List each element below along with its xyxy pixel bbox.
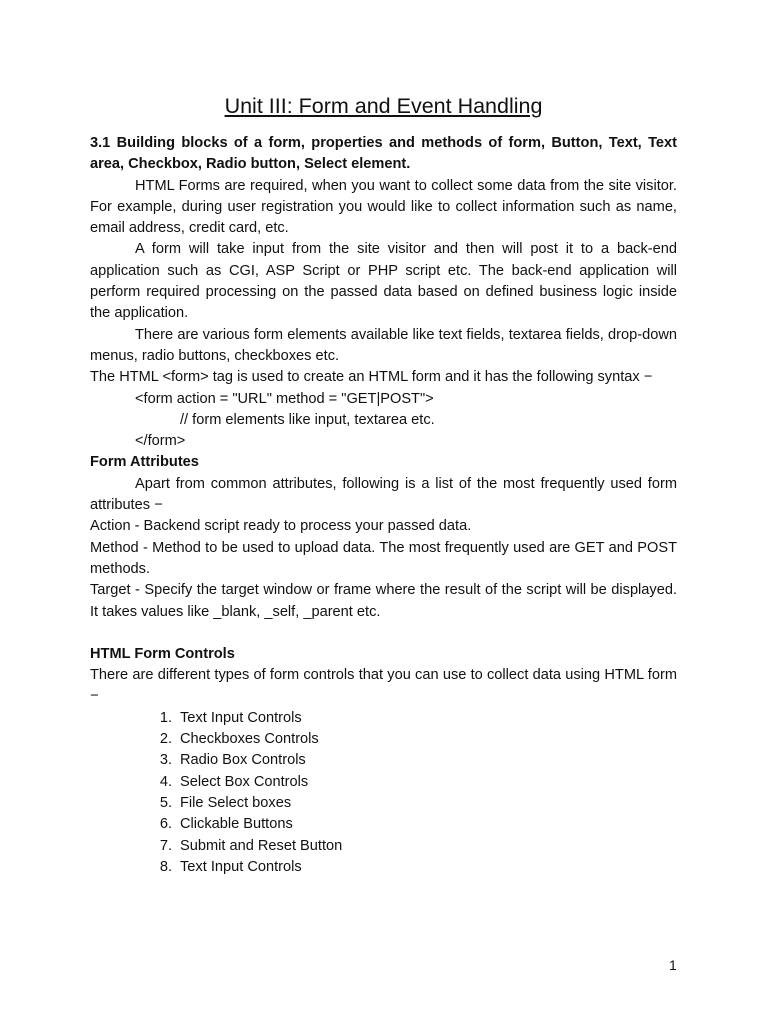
- paragraph-form-input: A form will take input from the site visitor and then will post it to a back-end application such as CGI, ASP Script or PHP script etc. The back-end application will perform required processing on the passed data based on defined business logic inside the application.: [90, 241, 677, 322]
- list-label: Checkboxes Controls: [180, 731, 319, 748]
- list-item: [90, 814, 677, 835]
- list-number: 4.: [159, 773, 172, 790]
- list-item: [90, 857, 677, 878]
- list-number: 3.: [159, 752, 172, 769]
- code-line-1: <form action = "URL" method = "GET|POST">: [135, 390, 434, 407]
- code-line-2: // form elements like input, textarea etc.: [180, 411, 435, 428]
- form-controls-heading: HTML Form Controls: [90, 645, 235, 662]
- paragraph-form-elements: There are various form elements available like text fields, textarea fields, drop-down menus, radio buttons, checkboxes etc.: [90, 326, 677, 364]
- paragraph-forms-intro: HTML Forms are required, when you want to collect some data from the site visitor. For example, during user registration you would like to collect information such as name, email address, credit card, etc.: [90, 177, 677, 237]
- list-label: Text Input Controls: [180, 709, 302, 726]
- spacer: [90, 623, 677, 644]
- list-label: File Select boxes: [180, 794, 292, 811]
- list-item: [90, 729, 677, 750]
- list-item: [90, 793, 677, 814]
- paragraph-attributes-intro: Apart from common attributes, following is a list of the most frequently used form attributes −: [90, 475, 677, 514]
- list-number: 1.: [159, 709, 172, 726]
- paragraph-controls-intro: There are different types of form controls that you can use to collect data using HTML form −: [90, 667, 677, 705]
- list-item: [90, 708, 677, 729]
- document-page: [90, 92, 677, 878]
- list-label: Submit and Reset Button: [180, 837, 343, 854]
- paragraph-form-tag: The HTML <form> tag is used to create an HTML form and it has the following syntax −: [90, 369, 653, 386]
- list-item: [90, 836, 677, 857]
- attribute-action: Action - Backend script ready to process your passed data.: [90, 518, 472, 535]
- attribute-method: Method - Method to be used to upload data. The most frequently used are GET and POST methods.: [90, 539, 677, 577]
- list-label: Text Input Controls: [180, 858, 302, 875]
- list-item: [90, 772, 677, 793]
- section-heading: 3.1 Building blocks of a form, properties and methods of form, Button, Text, Text area, Checkbox, Radio button, Select element.: [90, 135, 677, 173]
- list-number: 8.: [159, 858, 172, 875]
- list-label: Clickable Buttons: [180, 816, 293, 833]
- list-item: [90, 750, 677, 771]
- list-label: Radio Box Controls: [180, 752, 306, 769]
- controls-list: [90, 708, 677, 878]
- code-line-3: </form>: [135, 433, 186, 450]
- form-attributes-heading: Form Attributes: [90, 454, 199, 471]
- page-number: 1: [669, 957, 677, 973]
- page-title: Unit III: Form and Event Handling: [224, 94, 543, 118]
- list-number: 7.: [159, 837, 172, 854]
- list-number: 5.: [159, 794, 172, 811]
- list-label: Select Box Controls: [180, 773, 309, 790]
- list-number: 6.: [159, 816, 172, 833]
- list-number: 2.: [159, 731, 172, 748]
- attribute-target: Target - Specify the target window or frame where the result of the script will be displayed. It takes values like _blank, _self, _parent etc.: [90, 582, 677, 620]
